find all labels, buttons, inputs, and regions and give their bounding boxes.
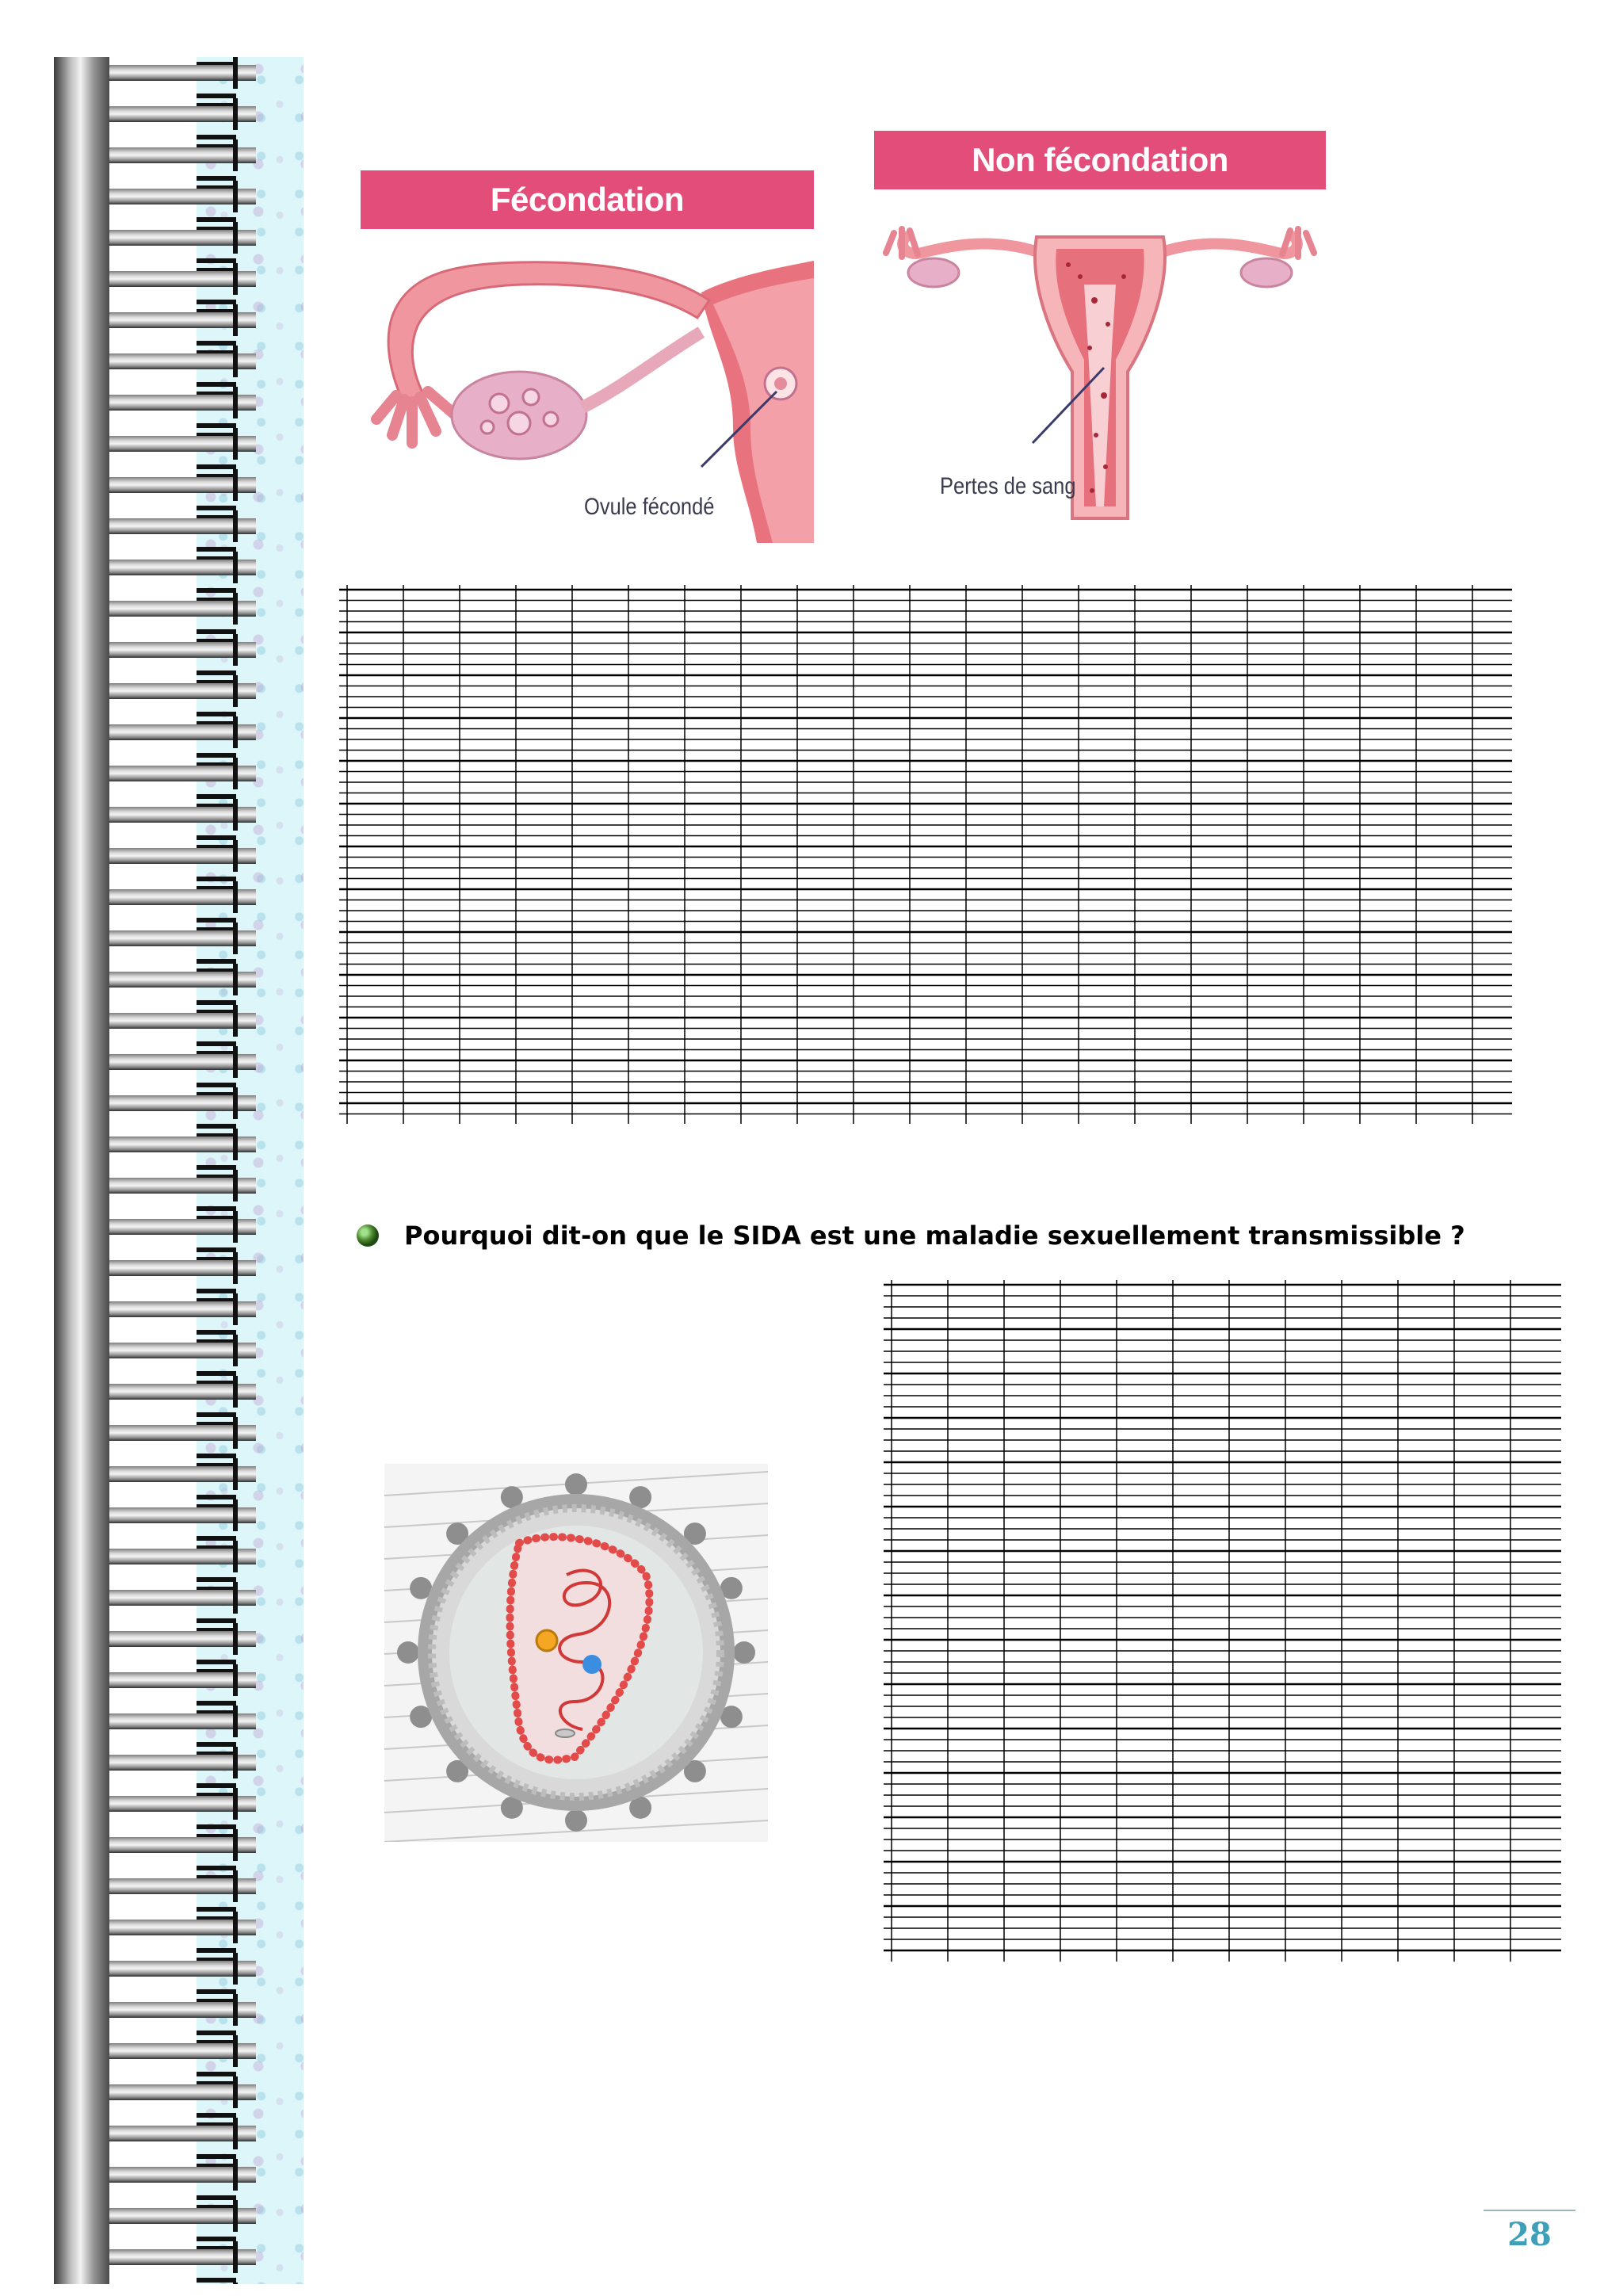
fecondation-banner: Fécondation (361, 170, 814, 229)
figure-non-fecondation (874, 131, 1326, 543)
writing-grid-1 (339, 585, 1512, 1124)
figure-fecondation (361, 170, 814, 543)
spiral-binding (54, 57, 304, 2284)
hiv-virus-illustration (384, 1464, 768, 1842)
question-text: Pourquoi dit-on que le SIDA est une maladie sexuellement transmissible ? (404, 1221, 1465, 1251)
question (357, 1221, 1465, 1251)
page-number: 28 (1484, 2210, 1575, 2253)
binding-rod (54, 57, 109, 2284)
binding-hooks (197, 57, 252, 2284)
binding-hook-edge (233, 57, 238, 2284)
hiv-virus-icon (384, 1464, 768, 1842)
non-fecondation-banner: Non fécondation (874, 131, 1326, 189)
ovule-feconde-label: Ovule fécondé (584, 494, 715, 520)
writing-grid-2 (884, 1280, 1561, 1962)
green-bullet-icon (357, 1224, 379, 1247)
pertes-de-sang-label: Pertes de sang (940, 473, 1076, 499)
